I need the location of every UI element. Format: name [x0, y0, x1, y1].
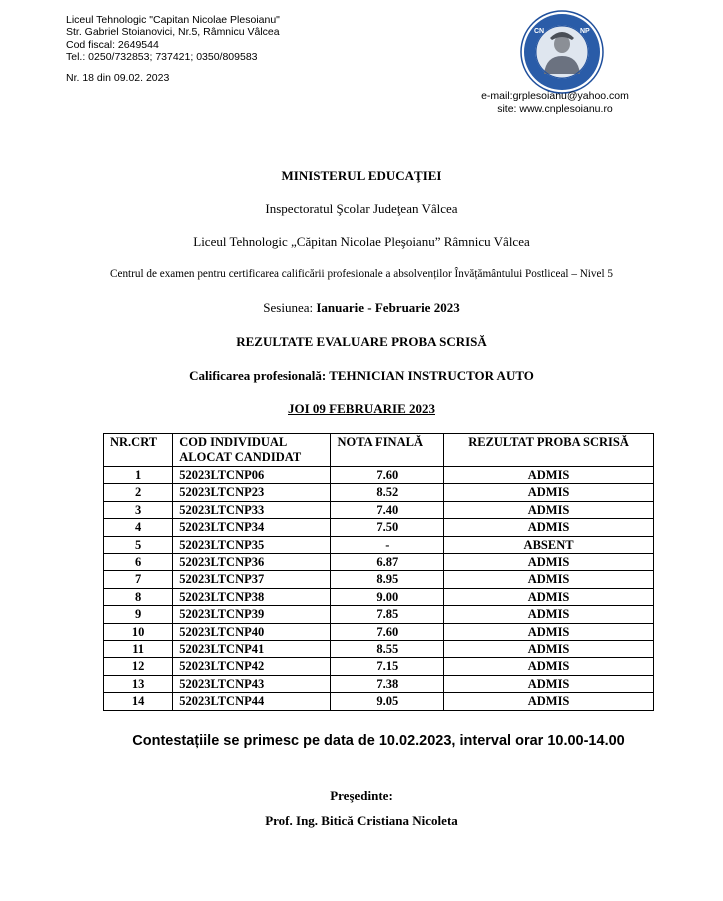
cell-nr-crt: 14: [104, 693, 173, 710]
table-row: [104, 484, 654, 501]
table-row: [104, 658, 654, 675]
ministry-heading: MINISTERUL EDUCAŢIEI: [281, 168, 442, 183]
cell-nr-crt: 12: [104, 658, 173, 675]
cell-nr-crt: 2: [104, 484, 173, 501]
letterhead-school-name: Liceul Tehnologic "Capitan Nicolae Plesoianu": [66, 14, 280, 26]
cell-result: ADMIS: [444, 623, 654, 640]
cell-result: ADMIS: [444, 554, 654, 571]
cell-result: ADMIS: [444, 606, 654, 623]
cell-nr-crt: 5: [104, 536, 173, 553]
header-candidate-code: COD INDIVIDUAL ALOCAT CANDIDAT: [173, 434, 331, 467]
cell-candidate-code: 52023LTCNP39: [173, 606, 331, 623]
cell-result: ADMIS: [444, 641, 654, 658]
cell-candidate-code: 52023LTCNP38: [173, 588, 331, 605]
cell-final-grade: 7.15: [331, 658, 444, 675]
cell-result: ABSENT: [444, 536, 654, 553]
table-row: [104, 641, 654, 658]
contact-email: e-mail:grplesoianu@yahoo.com: [481, 90, 629, 102]
cell-candidate-code: 52023LTCNP36: [173, 554, 331, 571]
cell-final-grade: 8.52: [331, 484, 444, 501]
cell-nr-crt: 4: [104, 519, 173, 536]
cell-result: ADMIS: [444, 571, 654, 588]
letterhead-phone: Tel.: 0250/732853; 737421; 0350/809583: [66, 51, 258, 64]
cell-final-grade: 7.40: [331, 501, 444, 518]
cell-candidate-code: 52023LTCNP23: [173, 484, 331, 501]
header-nr-crt: NR.CRT: [104, 434, 173, 467]
cell-candidate-code: 52023LTCNP35: [173, 536, 331, 553]
table-row: [104, 693, 654, 710]
document-number: Nr. 18 din 09.02. 2023: [66, 72, 170, 84]
cell-result: ADMIS: [444, 588, 654, 605]
qualification-label: Calificarea profesională:: [189, 368, 330, 383]
cell-final-grade: 8.95: [331, 571, 444, 588]
cell-result: ADMIS: [444, 467, 654, 484]
svg-text:CN: CN: [534, 28, 545, 35]
table-row: [104, 675, 654, 692]
cell-final-grade: 8.55: [331, 641, 444, 658]
cell-final-grade: 7.50: [331, 519, 444, 536]
cell-final-grade: 7.60: [331, 623, 444, 640]
cell-candidate-code: 52023LTCNP33: [173, 501, 331, 518]
cell-nr-crt: 10: [104, 623, 173, 640]
results-title: REZULTATE EVALUARE PROBA SCRISĂ: [236, 334, 487, 349]
table-header-row: [104, 434, 654, 467]
cell-nr-crt: 13: [104, 675, 173, 692]
cell-nr-crt: 3: [104, 501, 173, 518]
table-row: [104, 554, 654, 571]
session-label: Sesiunea:: [263, 300, 317, 315]
inspectorate-heading: Inspectoratul Şcolar Judeţean Vâlcea: [265, 201, 458, 216]
cell-result: ADMIS: [444, 501, 654, 518]
table-row: [104, 623, 654, 640]
cell-result: ADMIS: [444, 693, 654, 710]
cell-candidate-code: 52023LTCNP41: [173, 641, 331, 658]
table-row: [104, 519, 654, 536]
cell-nr-crt: 8: [104, 588, 173, 605]
cell-candidate-code: 52023LTCNP43: [173, 675, 331, 692]
cell-final-grade: 7.38: [331, 675, 444, 692]
school-seal-icon: [520, 10, 604, 94]
cell-nr-crt: 11: [104, 641, 173, 658]
cell-candidate-code: 52023LTCNP42: [173, 658, 331, 675]
school-heading: Liceul Tehnologic „Căpitan Nicolae Pleşoianu” Râmnicu Vâlcea: [193, 234, 530, 249]
cell-result: ADMIS: [444, 675, 654, 692]
cell-result: ADMIS: [444, 658, 654, 675]
cell-candidate-code: 52023LTCNP40: [173, 623, 331, 640]
contact-site: site: www.cnplesoianu.ro: [497, 102, 613, 115]
header-final-grade: NOTA FINALĂ: [331, 434, 444, 467]
letterhead: [66, 14, 280, 64]
exam-date: JOI 09 FEBRUARIE 2023: [288, 401, 435, 416]
signature-role: Preşedinte:: [330, 788, 393, 803]
signature-name: Prof. Ing. Bitică Cristiana Nicoleta: [265, 813, 458, 828]
exam-center-heading: Centrul de examen pentru certificarea calificării profesionale a absolvenților Învățământului Postliceal – Nivel 5: [110, 268, 613, 280]
cell-final-grade: 9.05: [331, 693, 444, 710]
cell-nr-crt: 1: [104, 467, 173, 484]
table-row: [104, 501, 654, 518]
table-row: [104, 606, 654, 623]
cell-nr-crt: 7: [104, 571, 173, 588]
session-line: [0, 300, 723, 316]
table-row: [104, 467, 654, 484]
table-row: [104, 588, 654, 605]
cell-nr-crt: 9: [104, 606, 173, 623]
cell-candidate-code: 52023LTCNP37: [173, 571, 331, 588]
qualification-value: TEHNICIAN INSTRUCTOR AUTO: [329, 368, 534, 383]
cell-final-grade: 9.00: [331, 588, 444, 605]
table-row: [104, 536, 654, 553]
qualification-line: [0, 368, 723, 384]
contact-info: [470, 90, 640, 115]
session-value: Ianuarie - Februarie 2023: [316, 300, 460, 315]
cell-final-grade: 7.85: [331, 606, 444, 623]
cell-result: ADMIS: [444, 484, 654, 501]
cell-candidate-code: 52023LTCNP44: [173, 693, 331, 710]
cell-candidate-code: 52023LTCNP34: [173, 519, 331, 536]
cell-final-grade: 6.87: [331, 554, 444, 571]
cell-result: ADMIS: [444, 519, 654, 536]
results-table: [103, 433, 654, 711]
cell-final-grade: -: [331, 536, 444, 553]
letterhead-fiscal-code: Cod fiscal: 2649544: [66, 38, 159, 51]
cell-nr-crt: 6: [104, 554, 173, 571]
header-result: REZULTAT PROBA SCRISĂ: [444, 434, 654, 467]
letterhead-address: Str. Gabriel Stoianovici, Nr.5, Râmnicu Vâlcea: [66, 26, 280, 39]
table-row: [104, 571, 654, 588]
cell-final-grade: 7.60: [331, 467, 444, 484]
appeals-notice: Contestațiile se primesc pe data de 10.02.2023, interval orar 10.00-14.00: [132, 733, 625, 749]
svg-text:NP: NP: [580, 28, 590, 35]
cell-candidate-code: 52023LTCNP06: [173, 467, 331, 484]
